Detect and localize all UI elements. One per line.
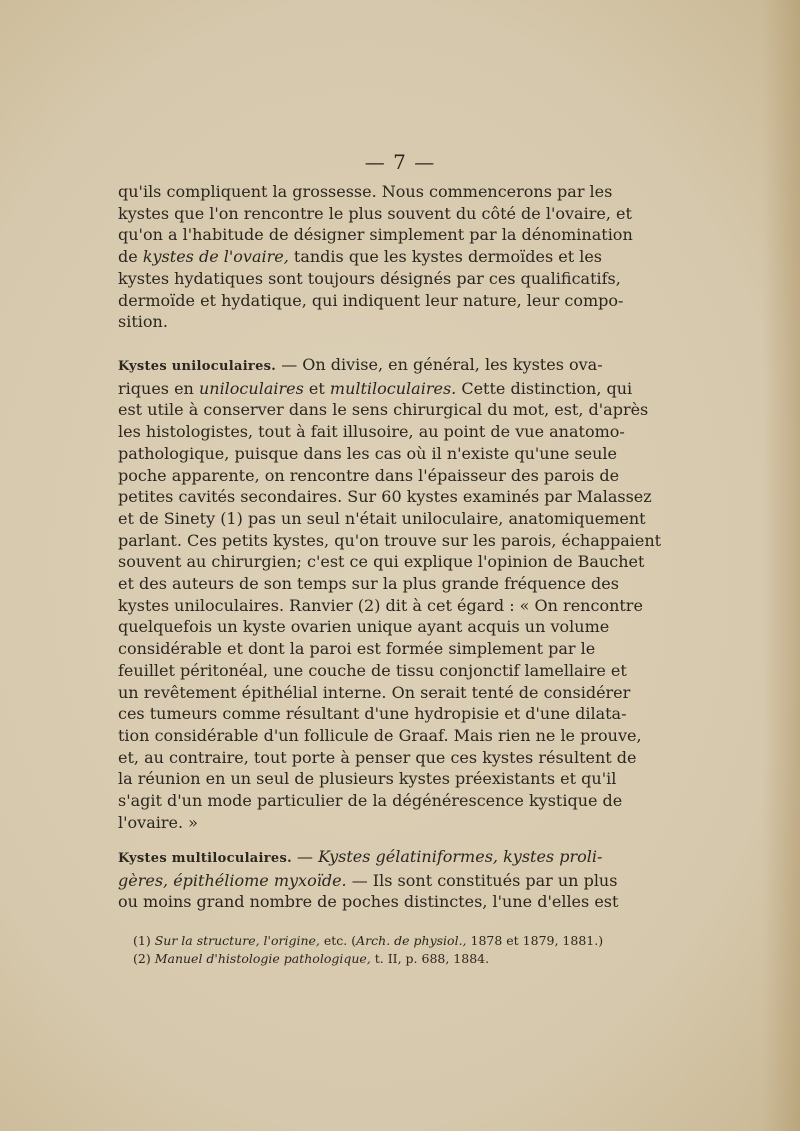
section-heading: Kystes multiloculaires. [118, 851, 292, 866]
footnote-1 [133, 932, 604, 950]
text-fragment: tandis que les kystes dermoïdes et les [293, 247, 603, 267]
text-line: tion considérable d'un follicule de Graaf. Mais rien ne le prouve, [118, 725, 642, 745]
text-fragment: Cette distinction, qui [461, 378, 633, 398]
text-line: s'agit d'un mode particulier de la dégénérescence kystique de [118, 791, 623, 811]
italic-term: gères, épithéliome myxoïde. [118, 870, 347, 890]
text-line [118, 846, 603, 870]
footnote-text: etc. ( [323, 933, 357, 948]
page-number: — 7 — [364, 150, 436, 174]
text-line [118, 354, 603, 378]
text-line: un revêtement épithélial interne. On serait tenté de considérer [118, 682, 631, 702]
text-line: ou moins grand nombre de poches distinctes, l'une d'elles est [118, 892, 619, 912]
paragraph-multiloculaires [118, 846, 619, 913]
text-line: sition. [118, 312, 168, 332]
text-line: petites cavités secondaires. Sur 60 kystes examinés par Malassez [118, 487, 652, 507]
text-line: kystes hydatiques sont toujours désignés par ces qualificatifs, [118, 268, 621, 288]
text-line: kystes uniloculaires. Ranvier (2) dit à cet égard : « On rencontre [118, 595, 643, 615]
footnotes [133, 932, 604, 968]
paragraph-intro [118, 181, 633, 333]
text-fragment: riques en [118, 378, 194, 398]
footnote-mark: (1) [133, 933, 151, 948]
footnote-title: Sur la structure, l'origine, [154, 933, 320, 948]
text-line: qu'on a l'habitude de désigner simplement par la dénomination [118, 225, 633, 245]
italic-term: kystes de l'ovaire, [142, 247, 289, 267]
text-line: les histologistes, tout à fait illusoire, au point de vue anatomo- [118, 422, 625, 442]
text-fragment: — On divise, en général, les kystes ova- [281, 355, 603, 374]
text-line: et des auteurs de son temps sur la plus grande fréquence des [118, 574, 619, 594]
footnote-text: t. II, p. 688, 1884. [374, 951, 490, 966]
text-line [118, 246, 603, 268]
text-line: souvent au chirurgien; c'est ce qui explique l'opinion de Bauchet [118, 552, 645, 572]
text-line: l'ovaire. » [118, 812, 198, 832]
text-fragment: et [308, 378, 325, 398]
footnote-2 [133, 950, 593, 968]
text-fragment: — Ils sont constitués par un plus [351, 870, 618, 890]
paragraph-uniloculaires [118, 354, 662, 833]
section-heading: Kystes uniloculaires. [118, 359, 277, 374]
footnote-title: Manuel d'histologie pathologique, [154, 951, 371, 966]
footnote-journal: Arch. de physiol., [356, 933, 467, 948]
text-line: considérable et dont la paroi est formée simplement par le [118, 639, 596, 659]
text-fragment: — [297, 847, 314, 866]
text-line: la réunion en un seul de plusieurs kystes préexistants et qu'il [118, 769, 617, 789]
text-line: kystes que l'on rencontre le plus souvent du côté de l'ovaire, et [118, 203, 632, 223]
text-line: dermoïde et hydatique, qui indiquent leur nature, leur compo- [118, 290, 624, 310]
text-line: poche apparente, on rencontre dans l'épaisseur des parois de [118, 465, 620, 485]
italic-term: Kystes gélatiniformes, kystes proli- [318, 847, 603, 866]
text-line: feuillet péritonéal, une couche de tissu conjonctif lamellaire et [118, 660, 627, 680]
text-line: pathologique, puisque dans les cas où il n'existe qu'une seule [118, 443, 618, 463]
text-fragment: de [118, 247, 138, 267]
italic-term: uniloculaires [198, 378, 304, 398]
text-line: et de Sinety (1) pas un seul n'était uniloculaire, anatomiquement [118, 508, 646, 528]
text-line: ces tumeurs comme résultant d'une hydropisie et d'une dilata- [118, 704, 627, 724]
text-line [118, 378, 633, 400]
text-line: qu'ils compliquent la grossesse. Nous commencerons par les [118, 182, 613, 201]
text-line: parlant. Ces petits kystes, qu'on trouve sur les parois, échappaient [118, 530, 662, 550]
footnote-text: 1878 et 1879, 1881.) [470, 933, 604, 948]
text-line: est utile à conserver dans le sens chirurgical du mot, est, d'après [118, 400, 649, 420]
italic-term: multiloculaires. [329, 378, 457, 398]
text-line [118, 870, 618, 892]
footnote-mark: (2) [133, 951, 151, 966]
text-line: et, au contraire, tout porte à penser que ces kystes résultent de [118, 747, 637, 767]
text-line: quelquefois un kyste ovarien unique ayant acquis un volume [118, 617, 610, 637]
